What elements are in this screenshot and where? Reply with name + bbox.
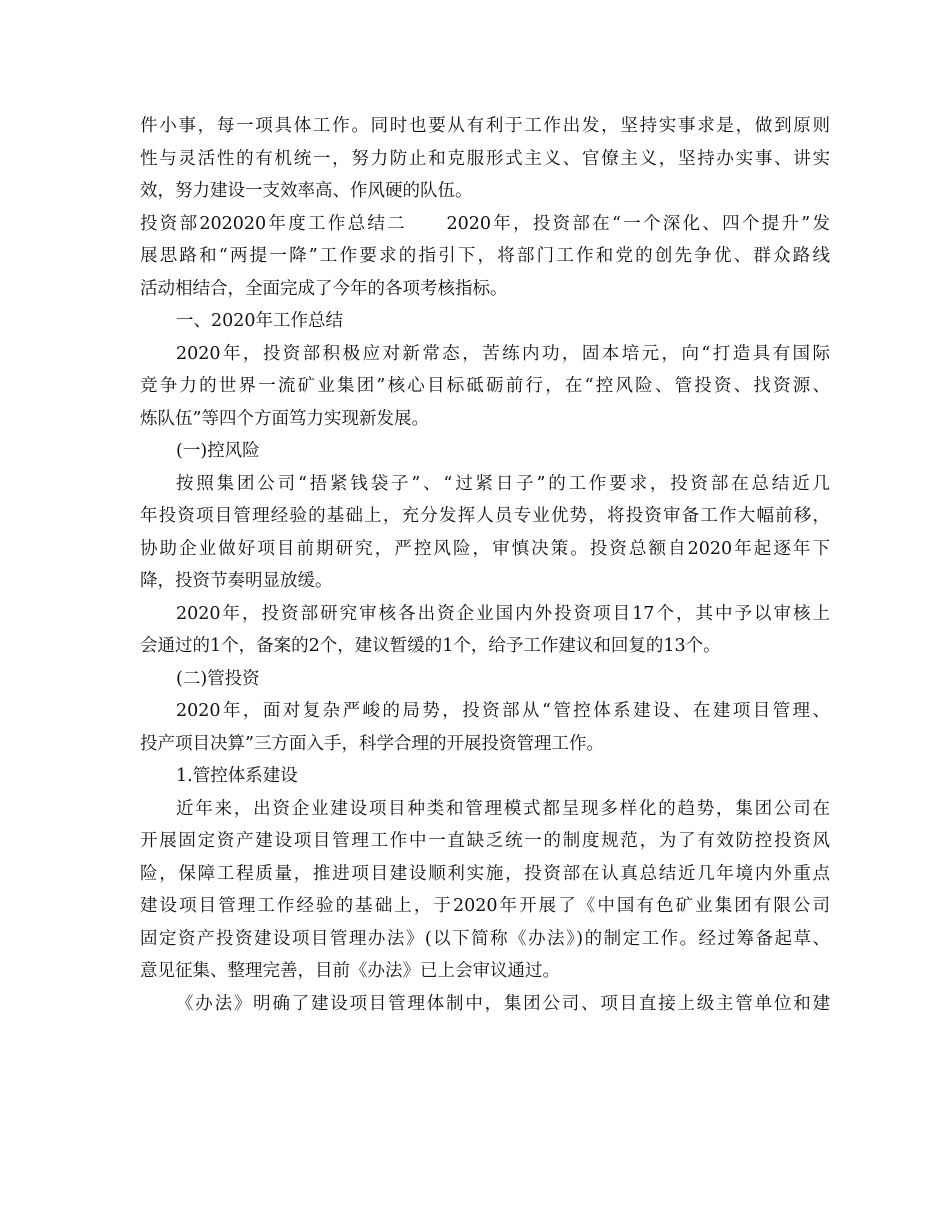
paragraph-line: (一)控风险 [176, 441, 260, 461]
paragraph-line: 固定资产投资建设项目管理办法》(以下简称《办法》)的制定工作。经过筹备起草、 [140, 928, 830, 949]
paragraph-line: 会通过的1个，备案的2个，建议暂缓的1个，给予工作建议和回复的13个。 [140, 636, 721, 656]
paragraph-line: 降，投资节奏明显放缓。 [140, 571, 333, 591]
paragraph-line: 竞争力的世界一流矿业集团”核心目标砥砺前行，在“控风险、管投资、找资源、 [140, 376, 830, 396]
paragraph-line: 投资部202020年度工作总结二 2020年，投资部在“一个深化、四个提升”发 [140, 213, 830, 234]
paragraph-line: 性与灵活性的有机统一，努力防止和克服形式主义、官僚主义，坚持办实事、讲实 [140, 148, 830, 169]
paragraph-line: 件小事，每一项具体工作。同时也要从有利于工作出发，坚持实事求是，做到原则 [140, 116, 830, 136]
paragraph-line: 投产项目决算”三方面入手，科学合理的开展投资管理工作。 [140, 733, 604, 754]
paragraph-line: 年投资项目管理经验的基础上，充分发挥人员专业优势，将投资审备工作大幅前移， [140, 506, 830, 526]
paragraph-line: 《办法》明确了建设项目管理体制中，集团公司、项目直接上级主管单位和建 [176, 993, 830, 1014]
paragraph-line: 建设项目管理工作经验的基础上，于2020年开展了《中国有色矿业集团有限公司 [140, 896, 830, 916]
paragraph-line: 2020年，投资部研究审核各出资企业国内外投资项目17个，其中予以审核上 [176, 603, 830, 624]
paragraph-line: 2020年，面对复杂严峻的局势，投资部从“管控体系建设、在建项目管理、 [176, 701, 830, 721]
paragraph-line: 1.管控体系建设 [176, 766, 298, 786]
paragraph-line: 意见征集、整理完善，目前《办法》已上会审议通过。 [140, 961, 560, 981]
paragraph-line: 展思路和“两提一降”工作要求的指引下，将部门工作和党的创先争优、群众路线 [140, 246, 830, 266]
paragraph-line: 活动相结合，全面完成了今年的各项考核指标。 [140, 278, 508, 299]
document-body [140, 110, 830, 1020]
paragraph-line: 协助企业做好项目前期研究，严控风险，审慎决策。投资总额自2020年起逐年下 [140, 538, 830, 559]
paragraph-line: 2020年，投资部积极应对新常态，苦练内功，固本培元，向“打造具有国际 [176, 343, 830, 364]
paragraph-line: 一、2020年工作总结 [176, 311, 344, 331]
paragraph-line: 近年来，出资企业建设项目种类和管理模式都呈现多样化的趋势，集团公司在 [176, 798, 830, 819]
paragraph-line: 炼队伍”等四个方面笃力实现新发展。 [140, 408, 429, 429]
paragraph-line: 开展固定资产建设项目管理工作中一直缺乏统一的制度规范，为了有效防控投资风 [140, 831, 830, 851]
paragraph-line: 按照集团公司“捂紧钱袋子”、“过紧日子”的工作要求，投资部在总结近几 [176, 473, 830, 494]
paragraph-line: 效，努力建设一支效率高、作风硬的队伍。 [140, 181, 473, 201]
paragraph-line: 险，保障工程质量，推进项目建设顺利实施，投资部在认真总结近几年境内外重点 [140, 863, 830, 884]
paragraph-line: (二)管投资 [176, 668, 260, 689]
